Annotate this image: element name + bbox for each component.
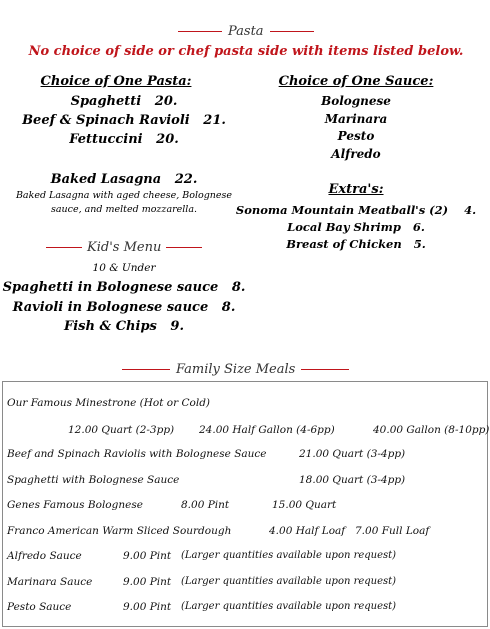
family-price: 8.00 Pint xyxy=(181,499,230,511)
kids-title: Kid's Menu xyxy=(87,240,162,255)
family-item-minestrone: Our Famous Minestrone (Hot or Cold) xyxy=(7,397,211,409)
lasagna-desc: Baked Lasagna with aged cheese, Bolognese xyxy=(15,190,233,201)
divider-rule xyxy=(270,31,314,32)
pasta-item-ravioli: Beef & Spinach Ravioli 21. xyxy=(22,113,226,128)
family-price: 9.00 Pint xyxy=(123,601,172,613)
choice-sauce-heading: Choice of One Sauce: xyxy=(278,74,434,89)
family-price: 40.00 Gallon (8-10pp) xyxy=(373,424,490,436)
sauce-item-alfredo: Alfredo xyxy=(331,147,381,161)
family-price: 18.00 Quart (3-4pp) xyxy=(299,474,406,486)
divider-rule xyxy=(46,247,82,248)
family-price: 15.00 Quart xyxy=(272,499,337,511)
kids-item-fish-chips: Fish & Chips 9. xyxy=(63,319,185,334)
family-price: 9.00 Pint xyxy=(123,550,172,562)
pasta-section-header xyxy=(178,24,314,39)
family-item-ravioli: Beef and Spinach Raviolis with Bolognese Sauce xyxy=(7,448,267,460)
pasta-item-spaghetti: Spaghetti 20. xyxy=(70,94,178,109)
family-title: Family Size Meals xyxy=(176,362,296,377)
family-price: 4.00 Half Loaf xyxy=(269,525,346,537)
divider-rule xyxy=(178,31,222,32)
family-item-sourdough: Franco American Warm Sliced Sourdough xyxy=(7,525,232,537)
divider-rule xyxy=(301,369,349,370)
family-item-bolognese: Genes Famous Bolognese xyxy=(7,499,143,511)
family-note: (Larger quantities available upon request) xyxy=(181,601,397,612)
family-section-header xyxy=(122,362,349,377)
divider-rule xyxy=(166,247,202,248)
sauce-item-bolognese: Bolognese xyxy=(321,94,391,108)
pasta-title: Pasta xyxy=(228,24,264,39)
sauce-item-marinara: Marinara xyxy=(324,112,388,126)
pasta-item-fettuccini: Fettuccini 20. xyxy=(69,132,179,147)
family-item-alfredo: Alfredo Sauce xyxy=(7,550,82,562)
family-item-spaghetti: Spaghetti with Bolognese Sauce xyxy=(7,474,180,486)
family-price: 12.00 Quart (2-3pp) xyxy=(68,424,175,436)
pasta-notice: No choice of side or chef pasta side with items listed below. xyxy=(28,44,464,59)
sauce-item-pesto: Pesto xyxy=(337,129,375,143)
choice-pasta-heading: Choice of One Pasta: xyxy=(40,74,192,89)
family-price: 9.00 Pint xyxy=(123,576,172,588)
extras-heading: Extra's: xyxy=(328,182,384,197)
family-price: 21.00 Quart (3-4pp) xyxy=(299,448,406,460)
extra-item-shrimp: Local Bay Shrimp 6. xyxy=(287,220,425,234)
kids-subtitle: 10 & Under xyxy=(92,262,156,274)
family-price: 24.00 Half Gallon (4-6pp) xyxy=(199,424,335,436)
family-item-marinara: Marinara Sauce xyxy=(7,576,93,588)
lasagna-desc: sauce, and melted mozzarella. xyxy=(50,204,198,215)
family-note: (Larger quantities available upon request) xyxy=(181,550,397,561)
family-item-pesto: Pesto Sauce xyxy=(7,601,72,613)
family-price: 7.00 Full Loaf xyxy=(355,525,430,537)
kids-item-spaghetti: Spaghetti in Bolognese sauce 8. xyxy=(2,280,246,295)
extra-item-meatballs: Sonoma Mountain Meatball's (2) 4. xyxy=(235,203,477,217)
kids-section-header xyxy=(46,240,202,255)
divider-rule xyxy=(122,369,170,370)
family-note: (Larger quantities available upon request) xyxy=(181,576,397,587)
lasagna-item: Baked Lasagna 22. xyxy=(50,172,198,187)
extra-item-chicken: Breast of Chicken 5. xyxy=(286,237,426,251)
kids-item-ravioli: Ravioli in Bolognese sauce 8. xyxy=(12,300,236,315)
